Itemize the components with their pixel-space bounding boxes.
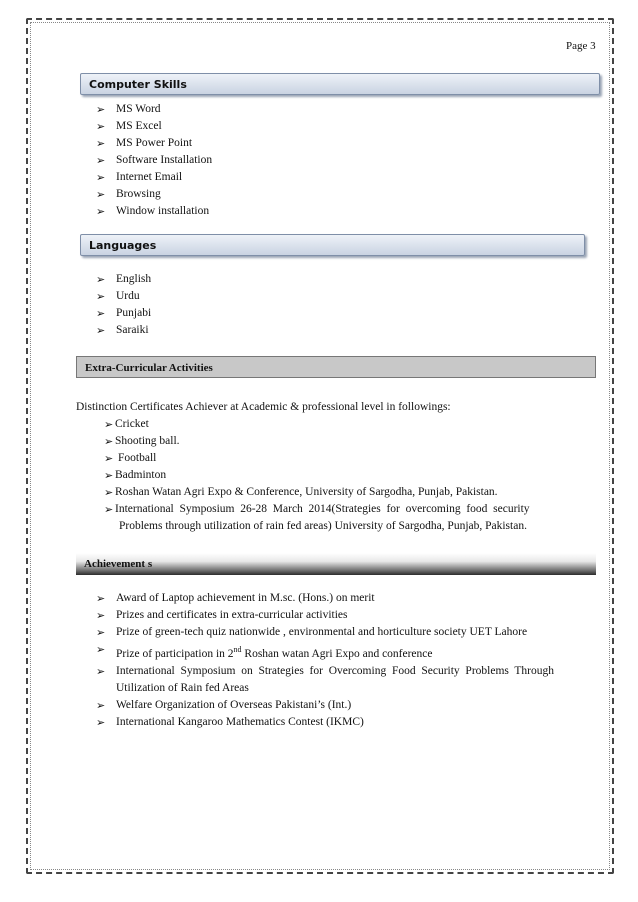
list-item: ➢ International Kangaroo Mathematics Contest (IKMC) <box>96 715 364 729</box>
list-item: ➢ Software Installation <box>96 154 213 167</box>
extra-curricular-intro: Distinction Certificates Achiever at Academic & professional level in followings: <box>76 401 451 413</box>
achievements-list <box>96 590 600 731</box>
arrow-bullet-icon: ➢ <box>96 698 106 712</box>
list-item: ➢ Prizes and certificates in extra-curricular activities <box>96 609 348 622</box>
list-item: ➢ Urdu <box>96 290 140 303</box>
page-number: Page 3 <box>566 40 596 52</box>
arrow-bullet-icon: ➢ <box>96 609 106 622</box>
arrow-bullet-icon: ➢ <box>96 626 106 639</box>
arrow-bullet-icon: ➢ <box>96 205 106 218</box>
extra-curricular-list <box>104 416 584 501</box>
list-item: ➢ Welfare Organization of Overseas Pakistani’s (Int.) <box>96 698 352 712</box>
arrow-bullet-icon: ➢ <box>96 171 106 184</box>
section-header-languages: Languages <box>80 234 585 256</box>
arrow-bullet-icon: ➢ <box>96 154 106 167</box>
list-item: ➢ MS Excel <box>96 120 162 133</box>
arrow-bullet-icon: ➢ <box>96 324 106 337</box>
section-header-achievements: Achievement s <box>76 553 596 575</box>
computer-skills-list <box>96 101 576 220</box>
section-header-extra-curricular: Extra-Curricular Activities <box>76 356 596 378</box>
list-item: ➢ Prize of participation in 2nd Roshan watan Agri Expo and conference <box>96 643 433 660</box>
list-item: ➢ Punjabi <box>96 307 152 320</box>
list-item: ➢ International Symposium on Strategies for Overcoming Food Security Problems Through Utilization of Rain fed Areas <box>96 664 555 694</box>
list-item: ➢ Saraiki <box>96 324 149 337</box>
arrow-bullet-icon: ➢ <box>104 503 114 516</box>
arrow-bullet-icon: ➢ <box>104 469 114 482</box>
arrow-bullet-icon: ➢ <box>96 643 106 656</box>
arrow-bullet-icon: ➢ <box>96 103 106 116</box>
arrow-bullet-icon: ➢ <box>96 120 106 133</box>
arrow-bullet-icon: ➢ <box>96 137 106 150</box>
arrow-bullet-icon: ➢ <box>96 715 106 729</box>
list-item: ➢ Badminton <box>104 469 167 482</box>
arrow-bullet-icon: ➢ <box>104 486 114 499</box>
list-item: ➢ MS Word <box>96 103 161 116</box>
arrow-bullet-icon: ➢ <box>104 452 114 465</box>
list-item: ➢ Roshan Watan Agri Expo & Conference, University of Sargodha, Punjab, Pakistan. <box>104 486 498 499</box>
arrow-bullet-icon: ➢ <box>96 290 106 303</box>
arrow-bullet-icon: ➢ <box>96 188 106 201</box>
list-item: ➢ Prize of green-tech quiz nationwide , environmental and horticulture society UET Lahore <box>96 626 528 639</box>
list-item: ➢ Browsing <box>96 188 161 201</box>
arrow-bullet-icon: ➢ <box>96 273 106 286</box>
list-item: ➢ Shooting ball. <box>104 435 180 448</box>
arrow-bullet-icon: ➢ <box>96 664 106 678</box>
list-item: ➢ MS Power Point <box>96 137 193 150</box>
arrow-bullet-icon: ➢ <box>104 418 114 431</box>
list-item: ➢ Award of Laptop achievement in M.sc. (Hons.) on merit <box>96 592 375 605</box>
arrow-bullet-icon: ➢ <box>96 307 106 320</box>
list-item: ➢ Internet Email <box>96 171 183 184</box>
languages-list <box>96 271 576 339</box>
list-item: ➢ Football <box>104 452 157 465</box>
list-item: ➢ Cricket <box>104 418 149 431</box>
list-item: ➢ Window installation <box>96 205 210 218</box>
arrow-bullet-icon: ➢ <box>104 435 114 448</box>
arrow-bullet-icon: ➢ <box>96 592 106 605</box>
section-header-computer-skills: Computer Skills <box>80 73 600 95</box>
list-item: ➢ English <box>96 273 152 286</box>
extra-curricular-symposium: ➢ International Symposium 26-28 March 2014(Strategies for overcoming food security Problems through utilization of rain fed areas) University of Sargodha, Punjab, Pakistan. <box>104 503 530 532</box>
